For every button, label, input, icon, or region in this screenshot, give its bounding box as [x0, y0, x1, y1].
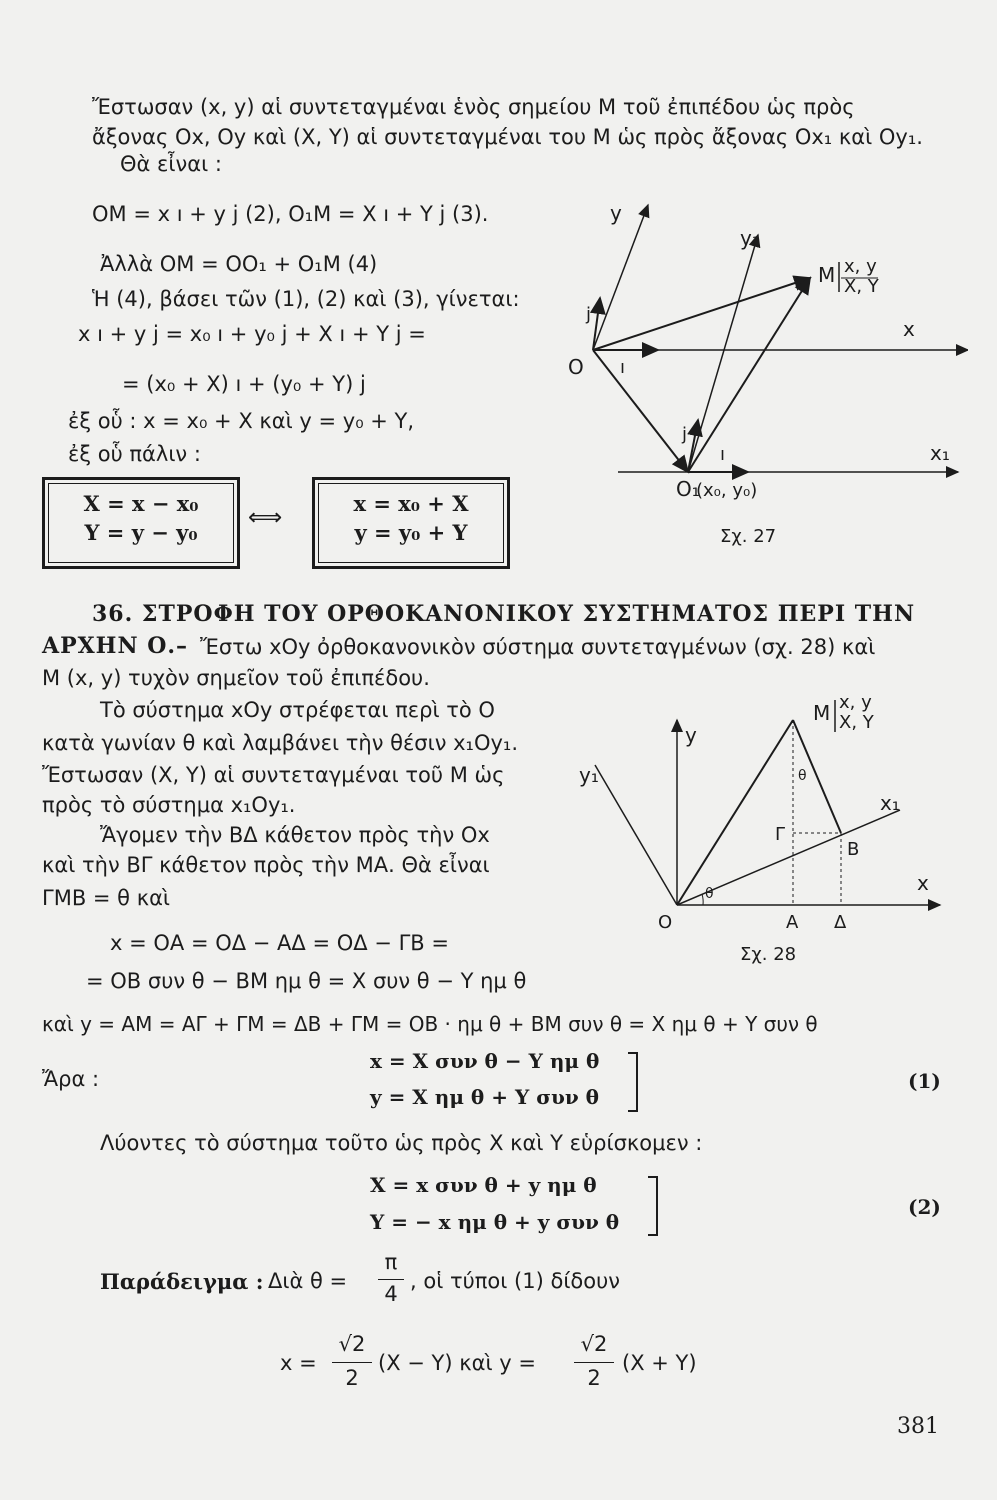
- box-left-line-1: X = x − x₀: [83, 491, 199, 516]
- fig28-label-theta: θ: [705, 886, 714, 902]
- fig28-label-B: B: [847, 839, 860, 860]
- fig27-label-x: x: [903, 317, 915, 341]
- fig27-label-O: O: [568, 355, 584, 379]
- para-line-6: καὶ τὴν ΒΓ κάθετον πρὸς τὴν ΜΑ. Θὰ εἶναι: [42, 853, 490, 877]
- fig27-label-x1: x₁: [930, 441, 950, 465]
- example-two-a: 2: [345, 1366, 359, 1390]
- system-2-number: (2): [908, 1195, 941, 1219]
- box-left-line-2: Y = y − y₀: [84, 520, 198, 545]
- fig28-label-G: Γ: [775, 824, 786, 845]
- box-right-line-1: x = x₀ + X: [353, 491, 469, 516]
- page-number: 381: [897, 1414, 939, 1439]
- equation-x-1: x = ΟΑ = ΟΔ − ΑΔ = ΟΔ − ΓΒ =: [110, 931, 449, 955]
- system-1-line-1: x = X συν θ − Y ημ θ: [370, 1049, 600, 1073]
- example-two-b: 2: [587, 1366, 601, 1390]
- fig27-label-i: ı: [620, 357, 626, 378]
- system-2-brace: [648, 1176, 658, 1236]
- axis-y: [593, 205, 648, 350]
- fig27-label-i1: ı: [720, 444, 726, 465]
- example-bar-b: [574, 1362, 614, 1363]
- vector-OM: [593, 278, 810, 350]
- fig27-label-j: j: [586, 304, 592, 325]
- fig27-label-XY: X, Y: [844, 276, 879, 297]
- example-label: Παράδειγμα :: [100, 1269, 264, 1294]
- formula-box-left: [42, 477, 240, 569]
- vector-OO1: [593, 350, 688, 472]
- equivalence-arrow: ⟺: [248, 503, 283, 531]
- derivation-text-2: ἐξ οὗ πάλιν :: [68, 442, 201, 466]
- fig27-label-x0y0: (x₀, y₀): [696, 480, 758, 501]
- equation-y: καὶ y = ΑΜ = ΑΓ + ΓΜ = ΔΒ + ΓΜ = ΟΒ · ημ θ + ΒΜ συν θ = Χ ημ θ + Υ συν θ: [42, 1012, 818, 1036]
- box-right-line-2: y = y₀ + Y: [354, 520, 468, 545]
- axis-y1: [688, 235, 758, 472]
- fig27-label-xy: x, y: [844, 256, 877, 277]
- system-2-line-1: X = x συν θ + y ημ θ: [370, 1173, 597, 1197]
- system-1-brace: [628, 1052, 638, 1112]
- equation-4: Ἀλλὰ ΟΜ = ΟΟ₁ + Ο₁Μ (4): [100, 252, 378, 276]
- angle-equation: ΓΜΒ = θ καὶ: [42, 886, 171, 910]
- system-1-line-2: y = X ημ θ + Y συν θ: [370, 1085, 599, 1109]
- fig27-caption: Σχ. 27: [720, 526, 777, 547]
- fig27-label-M: M: [818, 263, 836, 287]
- system-2-line-2: Y = − x ημ θ + y συν θ: [370, 1210, 620, 1234]
- coordinate-relation: ἐξ οὗ : x = x₀ + Χ καὶ y = y₀ + Υ,: [68, 409, 415, 433]
- section-36-line-3: Μ (x, y) τυχὸν σημεῖον τοῦ ἐπιπέδου.: [42, 666, 430, 690]
- figure-27: [548, 190, 968, 560]
- vector-O1M: [688, 278, 810, 472]
- fig28-label-O: O: [658, 912, 673, 933]
- fig28-label-XY: X, Y: [839, 712, 874, 733]
- equation-x-2: = ΟΒ συν θ − ΒΜ ημ θ = Χ συν θ − Υ ημ θ: [86, 969, 527, 993]
- example-mid: (Χ − Υ) καὶ y =: [378, 1351, 536, 1375]
- para-line-1: Τὸ σύστημα xOy στρέφεται περὶ τὸ Ο: [100, 698, 495, 722]
- example-four: 4: [384, 1282, 398, 1306]
- para-line-3: Ἔστωσαν (Χ, Υ) αἱ συντεταγμέναι τοῦ Μ ὡς: [42, 763, 505, 787]
- example-fraction-bar: [378, 1279, 404, 1280]
- intro-line-2: ἄξονας Οx, Οy καὶ (Χ, Υ) αἱ συντεταγμέναι του Μ ὡς πρὸς ἄξονας Οx₁ καὶ Οy₁.: [92, 125, 923, 149]
- fig28-caption: Σχ. 28: [740, 944, 797, 965]
- fig28-label-x1: x₁: [880, 791, 900, 815]
- example-sqrt2-a: √2: [338, 1332, 366, 1356]
- fig28-label-theta-2: θ: [798, 768, 807, 784]
- section-36-line-2: Ἔστω xOy ὀρθοκανονικὸν σύστημα συντεταγμένων (σχ. 28) καὶ: [200, 635, 876, 659]
- section-36-heading-2: ΑΡΧΗΝ Ο.–: [42, 633, 189, 659]
- fig27-label-y: y: [610, 201, 622, 225]
- solve-text: Λύοντες τὸ σύστημα τοῦτο ὡς πρὸς Χ καὶ Υ εὑρίσκομεν :: [100, 1131, 703, 1155]
- fig28-label-y1: y₁: [579, 763, 599, 787]
- fig28-label-D: Δ: [834, 912, 847, 933]
- para-line-2: κατὰ γωνίαν θ καὶ λαμβάνει τὴν θέσιν x₁Oy₁.: [42, 731, 519, 755]
- fig28-label-x: x: [917, 871, 929, 895]
- formula-box-right: [312, 477, 510, 569]
- fig28-label-y: y: [685, 723, 697, 747]
- para-line-5: Ἄγομεν τὴν ΒΔ κάθετον πρὸς τὴν Οx: [100, 823, 490, 847]
- example-sqrt2-b: √2: [580, 1332, 608, 1356]
- example-pi: π: [384, 1250, 398, 1274]
- intro-line-3: Θὰ εἶναι :: [120, 152, 222, 176]
- example-text: , οἱ τύποι (1) δίδουν: [410, 1269, 620, 1293]
- fig27-label-y1: y₁: [740, 226, 760, 250]
- example-x-eq: x =: [280, 1351, 317, 1375]
- para-line-4: πρὸς τὸ σύστημα x₁Oy₁.: [42, 793, 296, 817]
- fig28-label-A: A: [786, 912, 799, 933]
- derivation-text: Ἡ (4), βάσει τῶν (1), (2) καὶ (3), γίνεται:: [92, 287, 520, 311]
- fig28-label-xy: x, y: [839, 692, 872, 713]
- vector-sum-2: = (x₀ + Χ) ı + (y₀ + Υ) j: [122, 372, 366, 396]
- fig27-label-O1: O₁: [676, 477, 700, 501]
- system-1-number: (1): [908, 1069, 941, 1093]
- intro-line-1: Ἔστωσαν (x, y) αἱ συντεταγμέναι ἑνὸς σημείου Μ τοῦ ἐπιπέδου ὡς πρὸς: [92, 95, 855, 119]
- vector-sum: x ı + y j = x₀ ı + y₀ j + Χ ı + Υ j =: [78, 322, 426, 346]
- figure-28: [555, 680, 955, 980]
- fig27-label-j1: j: [682, 424, 688, 445]
- example-end: (Χ + Υ): [622, 1351, 697, 1375]
- ara-label: Ἄρα :: [42, 1067, 100, 1091]
- section-36-heading: 36. ΣΤΡΟΦΗ ΤΟΥ ΟΡΘΟΚΑΝΟΝΙΚΟΥ ΣΥΣΤΗΜΑΤΟΣ ΠΕΡΙ ΤΗΝ: [92, 601, 916, 627]
- fig28-label-M: M: [813, 701, 831, 725]
- equation-2-3: ΟΜ = x ı + y j (2), Ο₁Μ = Χ ı + Υ j (3).: [92, 202, 489, 226]
- example-theta: Διὰ θ =: [268, 1269, 348, 1293]
- example-bar-a: [332, 1362, 372, 1363]
